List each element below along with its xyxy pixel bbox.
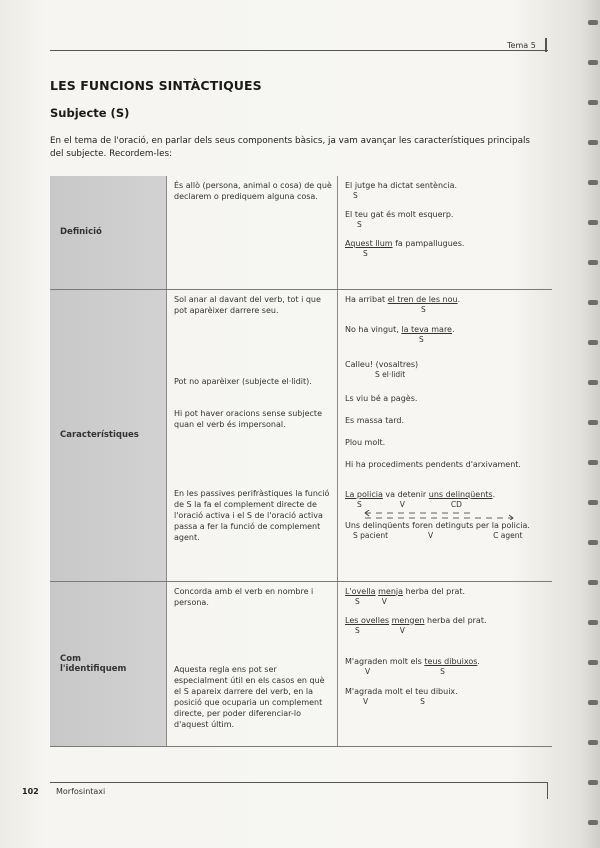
example-text: No ha vingut, la teva mare.	[345, 324, 455, 334]
underlined-subject: el tren de les nou	[387, 294, 458, 304]
underlined-subject: Les ovelles	[345, 615, 390, 625]
footer-section: Morfosintaxi	[56, 787, 106, 796]
desc-definicio: És allò (persona, animal o cosa) de què declarem o prediquem alguna cosa.	[174, 181, 332, 201]
example-text: La policia va detenir uns delinqüents.	[345, 489, 496, 499]
desc-impersonal: Hi pot haver oracions sense subjecte quan el verb és impersonal.	[174, 408, 322, 429]
desc-elided: Pot no aparèixer (subjecte el·lidit).	[174, 376, 312, 386]
example-text: El jutge ha dictat sentència.	[345, 181, 458, 190]
example-marker: S el·lidit	[375, 369, 406, 379]
underlined-object: uns delinqüents	[428, 489, 493, 499]
example-text: Calleu! (vosaltres)	[345, 359, 419, 369]
underlined-verb: mengen	[391, 615, 425, 625]
page-number: 102	[22, 787, 39, 796]
example-marker-row: V S	[363, 696, 425, 706]
desc-position: Sol anar al davant del verb, tot i que pot aparèixer darrere seu.	[174, 294, 321, 315]
example-text: Uns delinqüents foren detinguts per la policia.	[345, 520, 530, 530]
example-marker-row: S pacient V C agent	[353, 530, 523, 540]
desc-rule: Aquesta regla ens pot ser especialment útil en els casos en què el S apareix darrere del verb, en la posició que ocuparia un complement directe, per poder diferenciar-lo d'aquest últim.	[174, 664, 325, 729]
example-text: Plou molt.	[345, 437, 386, 447]
underlined-subject: Aquest llum	[345, 239, 393, 248]
transformation-arrows	[345, 510, 525, 520]
chapter-label: Tema 5	[507, 41, 536, 50]
spiral-binding	[586, 0, 600, 848]
example-text: Hi ha procediments pendents d'arxivament.	[345, 459, 521, 469]
section-title: Subjecte (S)	[50, 106, 130, 120]
label-definicio: Definició	[50, 176, 167, 289]
example-marker: S	[421, 304, 426, 314]
example-text: Les ovelles mengen herba del prat.	[345, 615, 487, 625]
table-row-definicio	[50, 176, 552, 289]
example-text: L'ovella menja herba del prat.	[345, 586, 466, 596]
page-title: LES FUNCIONS SINTÀCTIQUES	[50, 78, 262, 93]
table-row-identifiquem	[50, 581, 552, 746]
example-text: El teu gat és molt esquerp.	[345, 210, 454, 219]
label-identifiquem: Com l'identifiquem	[50, 581, 167, 746]
example-marker-row: S V CD	[357, 499, 462, 509]
chapter-marker	[545, 38, 547, 52]
underlined-subject: la teva mare	[401, 324, 452, 334]
example-text: Ha arribat el tren de les nou.	[345, 294, 461, 304]
desc-passive: En les passives perifràstiques la funció de S la fa el complement directe de l'oració activa i el S de l'oració activa passa a fer la funció de complement agent.	[174, 488, 330, 542]
example-text: M'agrada molt el teu dibuix.	[345, 686, 458, 696]
desc-agreement: Concorda amb el verb en nombre i persona.	[174, 586, 314, 607]
footer-rule	[50, 782, 548, 799]
header-rule	[50, 50, 548, 51]
table-row-caracteristiques	[50, 289, 552, 581]
example-marker-row: V S	[365, 666, 445, 676]
example-text: M'agraden molt els teus dibuixos.	[345, 656, 480, 666]
underlined-verb: menja	[378, 586, 404, 596]
example-text: Es massa tard.	[345, 415, 405, 425]
underlined-subject: La policia	[345, 489, 383, 499]
example-marker-row: S V	[355, 596, 387, 606]
underlined-subject: teus dibuixos	[424, 656, 478, 666]
example-marker: S	[353, 191, 358, 200]
label-caracteristiques: Característiques	[50, 289, 167, 581]
example-text: Aquest llum fa pampallugues.	[345, 239, 465, 248]
subject-table	[50, 176, 552, 747]
example-marker: S	[357, 220, 362, 229]
intro-paragraph: En el tema de l'oració, en parlar dels seus components bàsics, ja vam avançar les característiques principals del subjecte. Recordem-les:	[50, 136, 531, 159]
example-marker: S	[419, 334, 424, 344]
example-marker-row: S V	[355, 625, 405, 635]
example-text: Ls viu bé a pagès.	[345, 393, 418, 403]
underlined-subject: L'ovella	[345, 586, 376, 596]
example-marker: S	[363, 249, 368, 258]
